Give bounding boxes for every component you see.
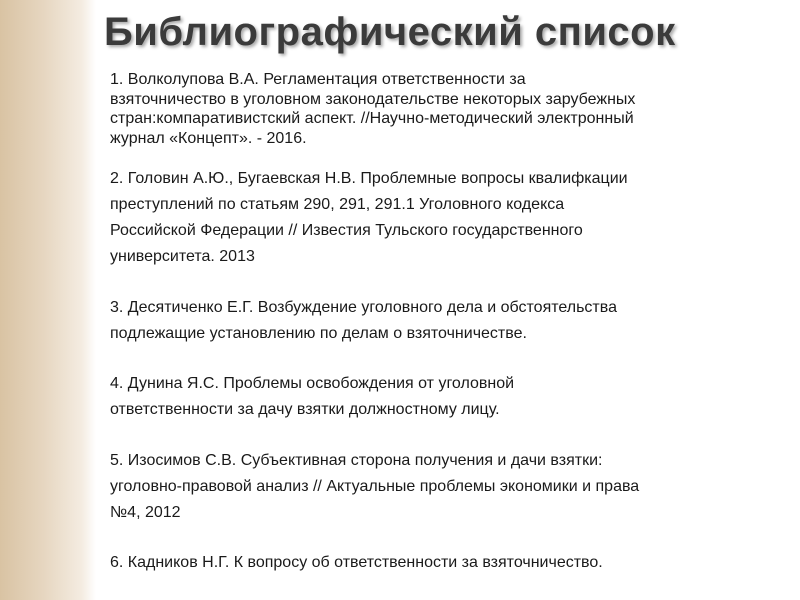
- entry-line: университета. 2013: [110, 248, 255, 265]
- entry-line: взяточничество в уголовном законодательстве некоторых зарубежных: [110, 90, 636, 108]
- entry-line: 1. Волколупова В.А. Регламентация ответственности за: [110, 71, 526, 88]
- entry-line: 4. Дунина Я.С. Проблемы освобождения от уголовной: [110, 375, 515, 392]
- bibliography-list: [110, 70, 780, 576]
- entry-line: 3. Десятиченко Е.Г. Возбуждение уголовного дела и обстоятельства: [110, 299, 617, 316]
- entry-line: стран:компаративистский аспект. //Научно-методический электронный: [110, 110, 634, 127]
- entry-line: преступлений по статьям 290, 291, 291.1 Уголовного кодекса: [110, 196, 565, 213]
- entry-line: журнал «Концепт». - 2016.: [110, 129, 307, 147]
- entry-line: ответственности за дачу взятки должностному лицу.: [110, 401, 500, 418]
- entry-line: 6. Кадников Н.Г. К вопросу об ответственности за взяточничество.: [110, 554, 603, 571]
- entry-line: 2. Головин А.Ю., Бугаевская Н.В. Проблемные вопросы квалифкации: [110, 170, 628, 187]
- bibliography-entry-1: [110, 70, 780, 148]
- bibliography-entry-2: [110, 166, 780, 270]
- bibliography-entry-3: [110, 295, 780, 347]
- decorative-side-band: [0, 0, 96, 600]
- bibliography-entry-5: [110, 448, 780, 526]
- entry-line: №4, 2012: [110, 504, 181, 521]
- entry-line: подлежащие установлению по делам о взяточничестве.: [110, 325, 527, 342]
- bibliography-entry-6: [110, 550, 780, 576]
- entry-line: 5. Изосимов С.В. Субъективная сторона получения и дачи взятки:: [110, 452, 603, 469]
- page-title: Библиографический список: [104, 10, 676, 54]
- bibliography-entry-4: [110, 371, 780, 423]
- entry-line: Российской Федерации // Известия Тульского государственного: [110, 222, 583, 239]
- entry-line: уголовно-правовой анализ // Актуальные проблемы экономики и права: [110, 478, 640, 495]
